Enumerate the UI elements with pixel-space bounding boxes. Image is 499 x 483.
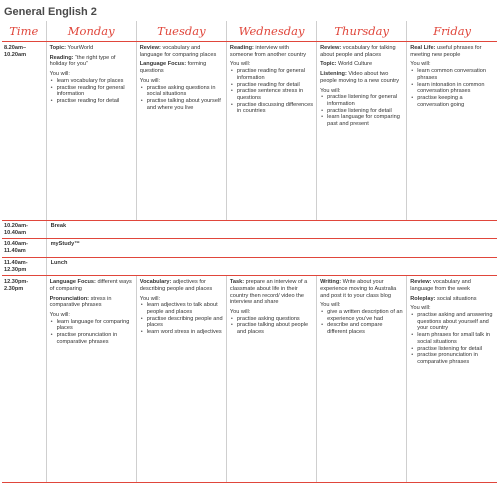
time-label: 10.20am- 10.40am — [4, 223, 28, 236]
lesson-block-label: Vocabulary: — [139, 279, 172, 286]
you-will-label: You will: — [320, 302, 341, 309]
session-label: Lunch — [46, 257, 497, 275]
timetable-row — [2, 257, 497, 275]
time-cell — [2, 42, 46, 221]
timetable-row — [2, 276, 497, 483]
outcome-item: • practise asking questions in social situations — [147, 85, 223, 98]
lesson-block — [50, 279, 133, 292]
lesson-block — [140, 279, 223, 292]
you-will-label: You will: — [139, 77, 161, 84]
lesson-block-label: Topic: — [320, 61, 337, 68]
outcome-list — [140, 302, 223, 336]
lesson-block-label: Language Focus: — [139, 61, 187, 68]
you-will-label: You will: — [229, 61, 251, 68]
lesson-block-text: adjectives for describing people and places — [139, 279, 213, 292]
lesson-block-text: vocabulary and language for comparing places — [139, 45, 217, 58]
outcome-list — [230, 316, 313, 336]
lesson-block-label: Review: — [320, 45, 342, 51]
outcome-item: • learn phrases for small talk in social situations — [417, 332, 494, 345]
lesson-block-text: Video about two people moving to a new country — [320, 71, 400, 84]
outcome-item: • learn language for comparing places — [57, 319, 133, 332]
outcome-item: • practise describing people and places — [147, 316, 223, 329]
lesson-block-text: prepare an interview of a classmate about life in their country then record/ video the interview and share — [229, 279, 308, 306]
lesson-cell-tuesday — [136, 42, 226, 221]
lesson-block-text: interview with someone from another country — [229, 45, 307, 58]
lesson-block-label: Reading: — [229, 45, 254, 51]
lesson-block-text: social situations — [435, 295, 477, 302]
time-cell — [2, 276, 46, 483]
outcome-list — [410, 312, 494, 366]
lesson-block — [230, 45, 313, 58]
outcome-list — [50, 319, 133, 346]
lesson-block — [410, 279, 494, 292]
outcome-item: • practise asking questions — [237, 316, 313, 323]
you-will-label: You will: — [49, 71, 70, 78]
header-monday: Monday — [46, 21, 136, 42]
outcome-item: • learn vocabulary for places — [57, 78, 133, 85]
lesson-block — [320, 71, 403, 84]
header-tuesday: Tuesday — [136, 21, 226, 42]
lesson-block — [320, 279, 403, 299]
lesson-block-label: Roleplay: — [410, 295, 436, 302]
outcome-list — [230, 68, 313, 115]
page-title: General English 2 — [4, 6, 97, 18]
lesson-block-text: World Culture — [336, 61, 373, 68]
outcome-item: • practise asking and answering questions about yourself and your country — [417, 312, 494, 332]
you-will-label: You will: — [139, 295, 161, 302]
outcome-item: • practise listening for detail — [327, 108, 403, 115]
outcome-item: • practise talking about yourself and where you live — [147, 98, 223, 111]
lesson-block-text: stress in comparative phrases — [49, 295, 112, 309]
outcome-item: • learn language for comparing past and present — [327, 114, 403, 127]
lesson-block — [410, 45, 494, 58]
you-will-label: You will: — [410, 61, 431, 68]
lesson-block-label: Listening: — [320, 71, 347, 78]
you-will-label: You will: — [49, 312, 70, 319]
outcome-item: • practise discussing differences in countries — [237, 102, 313, 115]
outcome-item: • practise keeping a conversation going — [417, 95, 494, 108]
lesson-block-text: forming questions — [139, 61, 207, 75]
time-label: 12.30pm- 2.30pm — [4, 279, 29, 292]
outcome-item: • practise reading for detail — [237, 82, 313, 89]
time-label: 10.40am- 11.40am — [4, 241, 28, 255]
lesson-cell-wednesday — [226, 276, 316, 483]
time-label: 11.40am- 12.30pm — [4, 259, 28, 273]
outcome-list — [320, 94, 403, 128]
you-will-label: You will: — [229, 309, 251, 316]
lesson-block-label: Pronunciation: — [49, 295, 90, 302]
outcome-item: • practise reading for general information — [57, 85, 133, 98]
time-cell — [2, 239, 46, 257]
time-cell — [2, 221, 46, 239]
lesson-block-text: useful phrases for meeting new people — [410, 45, 482, 58]
outcome-item: • describe and compare different places — [327, 322, 403, 335]
lesson-block — [410, 296, 494, 303]
outcome-list — [320, 309, 403, 336]
lesson-block-text: Write about your experience moving to Australia and post it to your class blog — [320, 279, 397, 299]
lesson-block — [140, 45, 223, 58]
time-cell — [2, 257, 46, 275]
outcome-item: • learn word stress in adjectives — [147, 329, 223, 336]
outcome-item: • give a written description of an experience you’ve had — [327, 309, 403, 322]
outcome-item: • practise talking about people and places — [237, 322, 313, 335]
timetable — [2, 21, 497, 483]
lesson-block — [230, 279, 313, 306]
outcome-item: • practise reading for detail — [57, 98, 133, 105]
lesson-cell-tuesday — [136, 276, 226, 483]
lesson-block-text: different ways of comparing — [49, 279, 132, 292]
lesson-block — [320, 61, 403, 68]
session-label: myStudy™ — [46, 239, 497, 257]
outcome-item: • learn adjectives to talk about people and places — [147, 302, 223, 315]
lesson-cell-monday — [46, 42, 136, 221]
lesson-block-text: vocabulary and language from the week — [410, 279, 471, 292]
outcome-list — [410, 68, 494, 108]
lesson-block-label: Review: — [410, 279, 432, 286]
lesson-block-label: Writing: — [320, 279, 342, 286]
header-time: Time — [2, 21, 46, 42]
lesson-cell-thursday — [317, 276, 407, 483]
lesson-block-text: vocabulary for talking about people and places — [320, 45, 396, 58]
lesson-block-text: “the right type of holiday for you” — [49, 54, 116, 68]
lesson-block — [140, 61, 223, 74]
outcome-item: • practise sentence stress in questions — [237, 88, 313, 101]
header-friday: Friday — [407, 21, 497, 42]
lesson-block — [50, 55, 133, 68]
lesson-block — [50, 296, 133, 309]
outcome-item: • practise listening for detail — [417, 346, 494, 353]
lesson-block-label: Real Life: — [410, 45, 436, 51]
header-wednesday: Wednesday — [226, 21, 316, 42]
lesson-block-label: Reading: — [49, 54, 74, 61]
lesson-cell-wednesday — [226, 42, 316, 221]
timetable-row — [2, 42, 497, 221]
lesson-cell-friday — [407, 276, 497, 483]
outcome-list — [50, 78, 133, 105]
outcome-item: • learn common conversation phrases — [417, 68, 494, 81]
header-row — [2, 21, 497, 42]
lesson-block — [320, 45, 403, 58]
outcome-list — [140, 85, 223, 112]
lesson-block-label: Topic: — [49, 45, 66, 51]
lesson-block-label: Review: — [139, 45, 161, 51]
outcome-item: • practise pronunciation in comparative phrases — [417, 352, 494, 365]
lesson-cell-thursday — [317, 42, 407, 221]
lesson-block-text: YourWorld — [65, 45, 94, 51]
outcome-item: • practise pronunciation in comparative phrases — [57, 332, 133, 345]
time-label: 8.20am– 10.20am — [4, 45, 27, 58]
you-will-label: You will: — [320, 87, 341, 94]
lesson-block-label: Task: — [229, 279, 245, 286]
session-label: Break — [46, 221, 497, 239]
lesson-cell-monday — [46, 276, 136, 483]
lesson-cell-friday — [407, 42, 497, 221]
timetable-row — [2, 239, 497, 257]
outcome-item: • practise listening for general information — [327, 94, 403, 107]
lesson-block-label: Language Focus: — [49, 279, 96, 286]
outcome-item: • learn intonation in common conversation phrases — [417, 82, 494, 95]
you-will-label: You will: — [410, 305, 431, 312]
timetable-row — [2, 221, 497, 239]
lesson-block — [50, 45, 133, 52]
header-thursday: Thursday — [317, 21, 407, 42]
outcome-item: • practise reading for general information — [237, 68, 313, 81]
